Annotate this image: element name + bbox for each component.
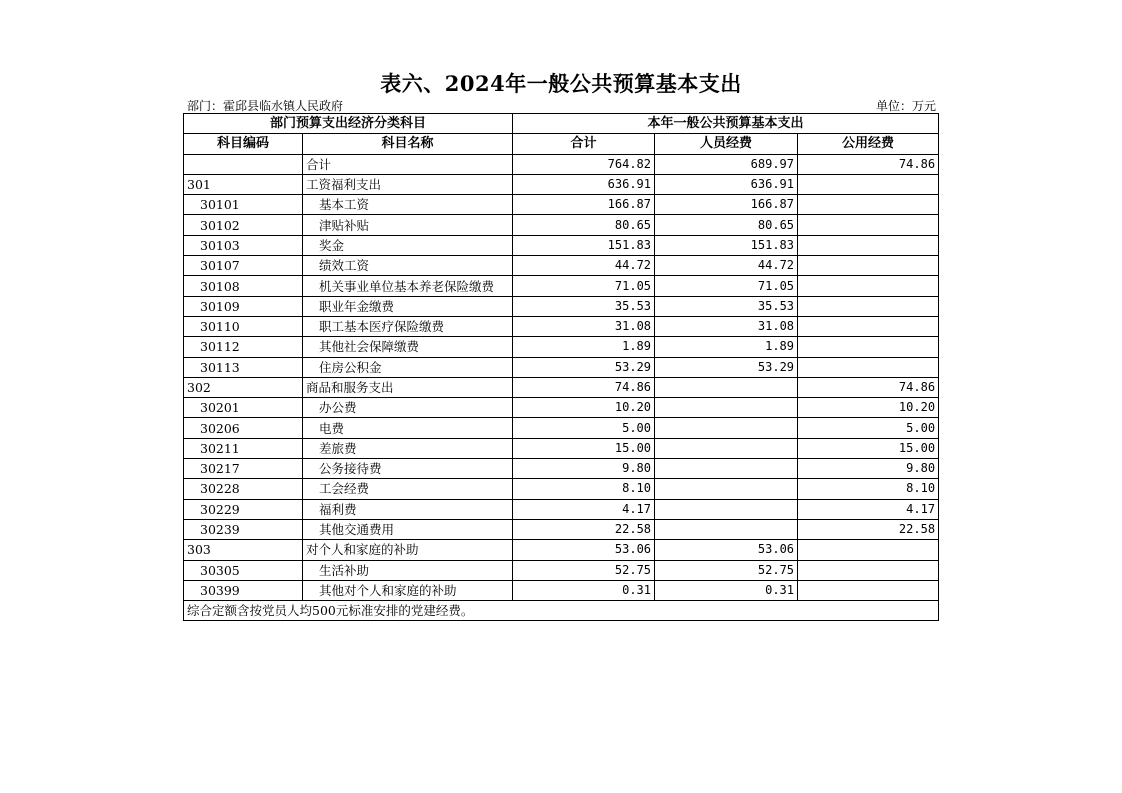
cell-personnel: [655, 519, 798, 539]
cell-public: 74.86: [798, 154, 939, 174]
cell-name: 商品和服务支出: [303, 377, 513, 397]
cell-total: 166.87: [513, 195, 655, 215]
cell-name: 绩效工资: [303, 256, 513, 276]
cell-personnel: 636.91: [655, 174, 798, 194]
table-row: [184, 174, 939, 194]
table-row: [184, 215, 939, 235]
cell-total: 35.53: [513, 296, 655, 316]
cell-personnel: [655, 438, 798, 458]
header-name: 科目名称: [303, 134, 513, 154]
cell-total: 0.31: [513, 580, 655, 600]
cell-personnel: 44.72: [655, 256, 798, 276]
table-row: [184, 377, 939, 397]
cell-code: 30229: [184, 499, 303, 519]
cell-personnel: 35.53: [655, 296, 798, 316]
table-row: [184, 195, 939, 215]
cell-total: 22.58: [513, 519, 655, 539]
cell-code: 30211: [184, 438, 303, 458]
cell-total: 31.08: [513, 316, 655, 336]
cell-code: 30239: [184, 519, 303, 539]
table-row: [184, 519, 939, 539]
table-row: [184, 276, 939, 296]
cell-public: [798, 195, 939, 215]
cell-total: 80.65: [513, 215, 655, 235]
cell-public: [798, 276, 939, 296]
department-label: 部门：霍邱县临水镇人民政府: [187, 99, 344, 113]
header-column-row: [184, 134, 939, 154]
cell-personnel: 166.87: [655, 195, 798, 215]
table-row: [184, 296, 939, 316]
table-header: [184, 114, 939, 155]
cell-public: 4.17: [798, 499, 939, 519]
cell-code: 301: [184, 174, 303, 194]
cell-name: 其他交通费用: [303, 519, 513, 539]
cell-total: 4.17: [513, 499, 655, 519]
cell-personnel: 0.31: [655, 580, 798, 600]
footnote-row: [184, 601, 939, 621]
cell-personnel: 71.05: [655, 276, 798, 296]
cell-total: 71.05: [513, 276, 655, 296]
page-title: 表六、2024年一般公共预算基本支出: [380, 71, 742, 96]
table-row: [184, 418, 939, 438]
cell-name: 差旅费: [303, 438, 513, 458]
cell-code: 30206: [184, 418, 303, 438]
cell-name: 机关事业单位基本养老保险缴费: [303, 276, 513, 296]
cell-name: 津贴补贴: [303, 215, 513, 235]
cell-public: [798, 215, 939, 235]
budget-table: [183, 113, 939, 621]
header-public: 公用经费: [798, 134, 939, 154]
cell-personnel: [655, 459, 798, 479]
cell-public: 8.10: [798, 479, 939, 499]
cell-name: 职业年金缴费: [303, 296, 513, 316]
cell-code: 30399: [184, 580, 303, 600]
cell-public: 15.00: [798, 438, 939, 458]
cell-code: 30109: [184, 296, 303, 316]
cell-code: 303: [184, 540, 303, 560]
cell-code: 302: [184, 377, 303, 397]
cell-personnel: [655, 499, 798, 519]
cell-code: 30305: [184, 560, 303, 580]
cell-personnel: [655, 479, 798, 499]
unit-label: 单位：万元: [875, 99, 936, 113]
cell-personnel: [655, 398, 798, 418]
cell-personnel: 53.06: [655, 540, 798, 560]
cell-public: [798, 235, 939, 255]
cell-personnel: 53.29: [655, 357, 798, 377]
cell-code: 30201: [184, 398, 303, 418]
header-group-row: [184, 114, 939, 134]
cell-name: 工资福利支出: [303, 174, 513, 194]
table-row: [184, 479, 939, 499]
cell-total: 8.10: [513, 479, 655, 499]
header-total: 合计: [513, 134, 655, 154]
cell-code: 30112: [184, 337, 303, 357]
cell-public: 10.20: [798, 398, 939, 418]
cell-name: 奖金: [303, 235, 513, 255]
cell-name: 办公费: [303, 398, 513, 418]
cell-personnel: 689.97: [655, 154, 798, 174]
cell-name: 其他社会保障缴费: [303, 337, 513, 357]
cell-public: [798, 357, 939, 377]
cell-total: 10.20: [513, 398, 655, 418]
cell-name: 住房公积金: [303, 357, 513, 377]
cell-code: 30108: [184, 276, 303, 296]
cell-public: [798, 540, 939, 560]
cell-total: 151.83: [513, 235, 655, 255]
cell-total: 44.72: [513, 256, 655, 276]
cell-public: [798, 256, 939, 276]
header-group-expenditure: 本年一般公共预算基本支出: [513, 114, 939, 134]
table-row: [184, 337, 939, 357]
cell-name: 生活补助: [303, 560, 513, 580]
cell-code: 30228: [184, 479, 303, 499]
cell-name: 对个人和家庭的补助: [303, 540, 513, 560]
table-row: [184, 560, 939, 580]
cell-total: 53.06: [513, 540, 655, 560]
table-row: [184, 580, 939, 600]
cell-total: 5.00: [513, 418, 655, 438]
cell-personnel: [655, 377, 798, 397]
cell-total: 74.86: [513, 377, 655, 397]
cell-public: 5.00: [798, 418, 939, 438]
table-body: [184, 154, 939, 601]
cell-total: 764.82: [513, 154, 655, 174]
cell-code: 30113: [184, 357, 303, 377]
cell-public: [798, 337, 939, 357]
cell-public: [798, 174, 939, 194]
header-group-classification: 部门预算支出经济分类科目: [184, 114, 513, 134]
cell-total: 53.29: [513, 357, 655, 377]
table-row: [184, 235, 939, 255]
cell-name: 其他对个人和家庭的补助: [303, 580, 513, 600]
cell-code: 30107: [184, 256, 303, 276]
footnote: 综合定额含按党员人均500元标准安排的党建经费。: [184, 601, 939, 621]
table-row: [184, 438, 939, 458]
cell-total: 1.89: [513, 337, 655, 357]
cell-public: [798, 296, 939, 316]
cell-personnel: 1.89: [655, 337, 798, 357]
cell-name: 福利费: [303, 499, 513, 519]
cell-name: 公务接待费: [303, 459, 513, 479]
table-row: [184, 256, 939, 276]
table-row: [184, 316, 939, 336]
cell-public: [798, 316, 939, 336]
header-personnel: 人员经费: [655, 134, 798, 154]
table-row: [184, 154, 939, 174]
cell-personnel: 31.08: [655, 316, 798, 336]
table-row: [184, 499, 939, 519]
cell-public: 74.86: [798, 377, 939, 397]
cell-public: [798, 560, 939, 580]
cell-total: 9.80: [513, 459, 655, 479]
cell-personnel: 80.65: [655, 215, 798, 235]
cell-public: 9.80: [798, 459, 939, 479]
cell-code: 30110: [184, 316, 303, 336]
cell-name: 电费: [303, 418, 513, 438]
cell-total: 636.91: [513, 174, 655, 194]
cell-personnel: 151.83: [655, 235, 798, 255]
cell-personnel: 52.75: [655, 560, 798, 580]
table-row: [184, 540, 939, 560]
table-row: [184, 459, 939, 479]
table-row: [184, 398, 939, 418]
cell-code: [184, 154, 303, 174]
cell-total: 52.75: [513, 560, 655, 580]
table-row: [184, 357, 939, 377]
cell-name: 合计: [303, 154, 513, 174]
cell-code: 30217: [184, 459, 303, 479]
cell-personnel: [655, 418, 798, 438]
header-code: 科目编码: [184, 134, 303, 154]
cell-code: 30103: [184, 235, 303, 255]
cell-public: [798, 580, 939, 600]
cell-public: 22.58: [798, 519, 939, 539]
cell-total: 15.00: [513, 438, 655, 458]
cell-name: 基本工资: [303, 195, 513, 215]
cell-name: 职工基本医疗保险缴费: [303, 316, 513, 336]
cell-code: 30101: [184, 195, 303, 215]
cell-name: 工会经费: [303, 479, 513, 499]
cell-code: 30102: [184, 215, 303, 235]
